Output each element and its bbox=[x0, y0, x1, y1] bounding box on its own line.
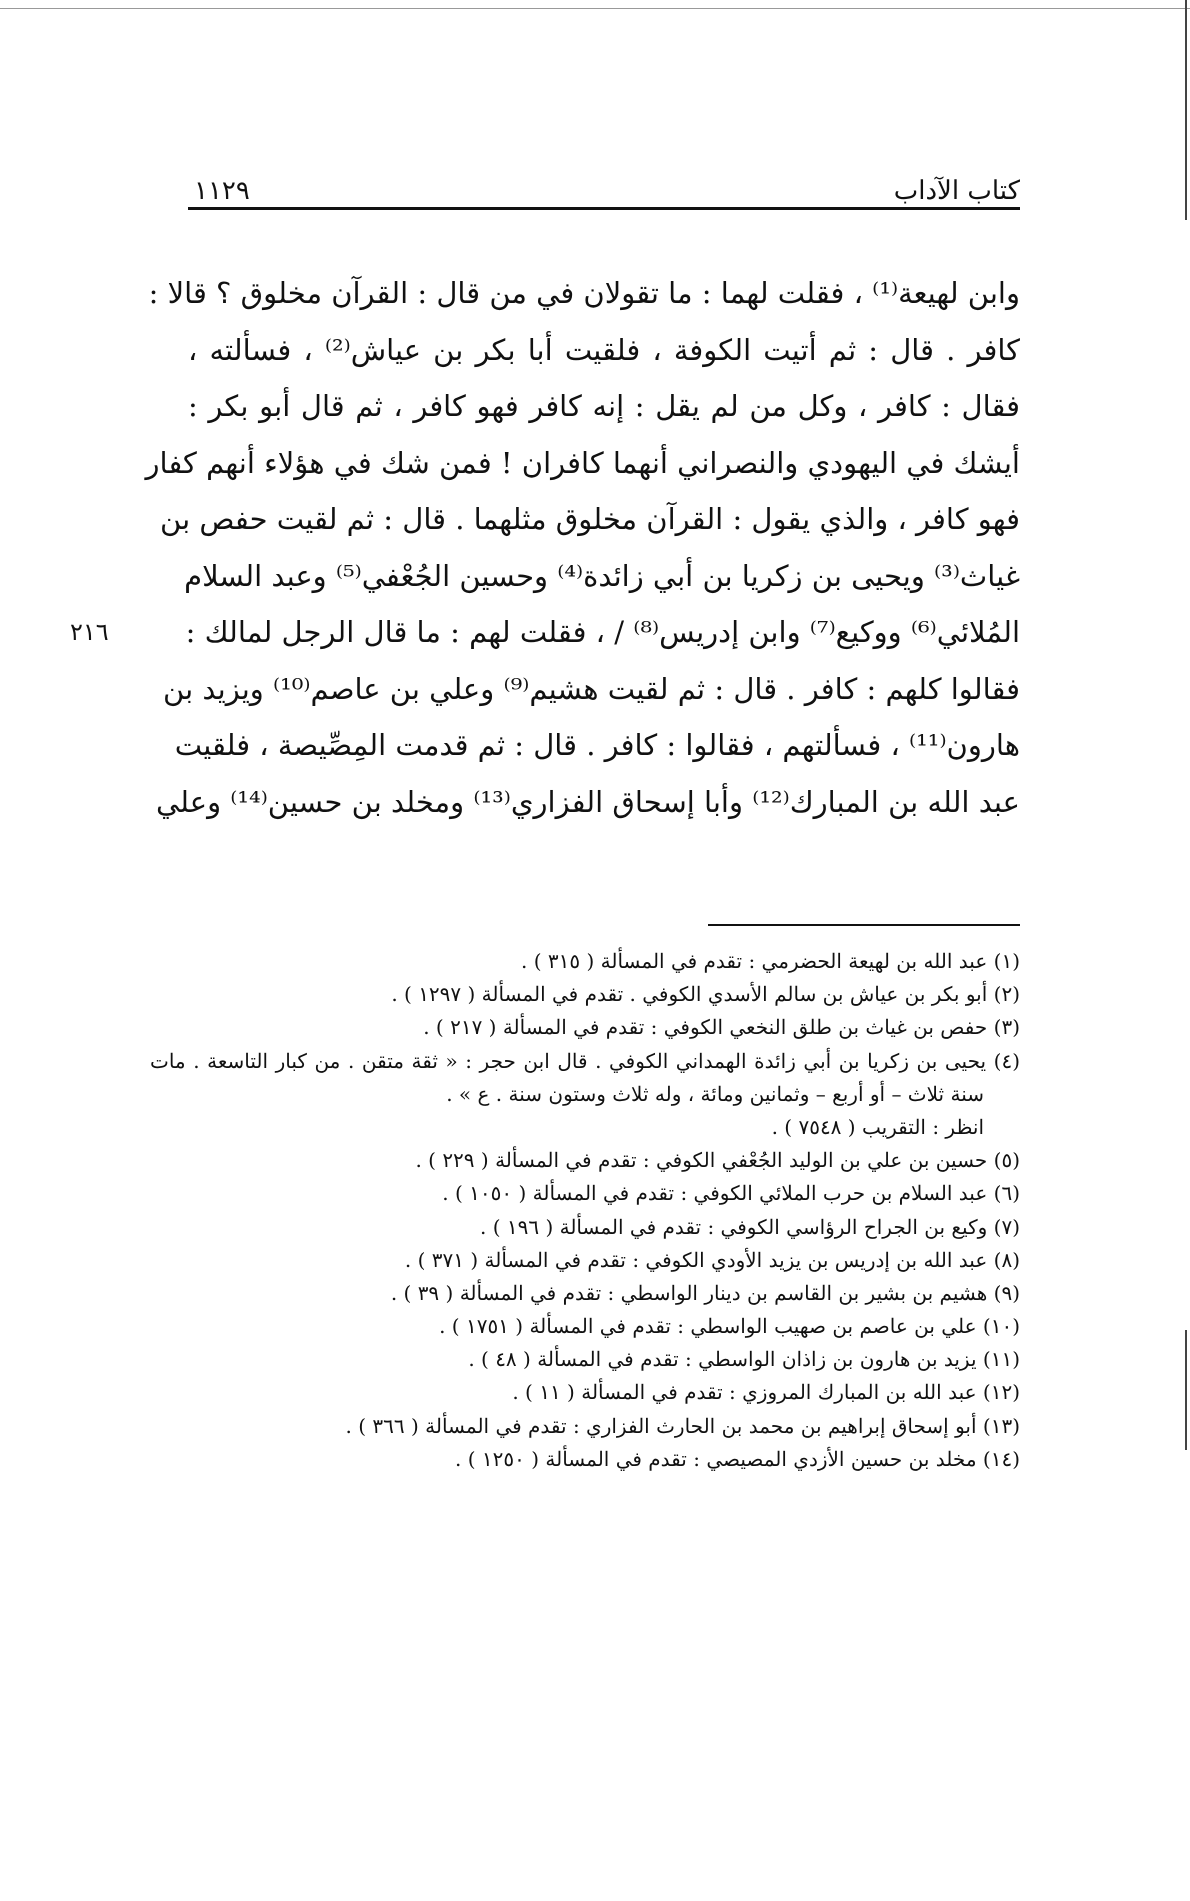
margin-page-reference: ٢١٦ bbox=[70, 618, 109, 646]
footnote: (١) عبد الله بن لهيعة الحضرمي : تقدم في المسألة ( ٣١٥ ) . bbox=[521, 949, 1020, 973]
footnote: (١٣) أبو إسحاق إبراهيم بن محمد بن الحارث الفزاري : تقدم في المسألة ( ٣٦٦ ) . bbox=[345, 1413, 1020, 1438]
footnote: (٧) وكيع بن الجراح الرؤاسي الكوفي : تقدم في المسألة ( ١٩٦ ) . bbox=[479, 1214, 1020, 1239]
footnote: (٥) حسين بن علي بن الوليد الجُعْفي الكوفي : تقدم في المسألة ( ٢٢٩ ) . bbox=[415, 1148, 1020, 1173]
text-line: أيشك في اليهودي والنصراني أنهما كافران ! فمن شك في هؤلاء أنهم كفار bbox=[145, 445, 1020, 480]
footnote: (١٢) عبد الله بن المبارك المروزي : تقدم في المسألة ( ١١ ) . bbox=[512, 1380, 1020, 1405]
text-line: وابن لهيعة⁽¹⁾ ، فقلت لهما : ما تقولان في من قال : القرآن مخلوق ؟ قالا : bbox=[148, 276, 1020, 310]
footnote: (١٤) مخلد بن حسين الأزدي المصيصي : تقدم في المسألة ( ١٢٥٠ ) . bbox=[455, 1446, 1020, 1471]
footnote: (٣) حفص بن غياث بن طلق النخعي الكوفي : تقدم في المسألة ( ٢١٧ ) . bbox=[423, 1015, 1020, 1040]
scan-top-border bbox=[0, 8, 1190, 9]
footnote: (٦) عبد السلام بن حرب الملائي الكوفي : تقدم في المسألة ( ١٠٥٠ ) . bbox=[442, 1181, 1020, 1206]
footnotes bbox=[150, 945, 1020, 1476]
scan-edge-mark bbox=[1185, 1330, 1187, 1450]
text-line: غياث⁽³⁾ ويحيى بن زكريا بن أبي زائدة⁽⁴⁾ وحسين الجُعْفي⁽⁵⁾ وعبد السلام bbox=[184, 558, 1020, 593]
text-line: فقالوا كلهم : كافر . قال : ثم لقيت هشيم⁽⁹⁾ وعلي بن عاصم⁽¹⁰⁾ ويزيد بن bbox=[163, 671, 1020, 706]
book-title: كتاب الآداب bbox=[893, 176, 1020, 206]
text-line: هارون⁽¹¹⁾ ، فسألتهم ، فقالوا : كافر . قال : ثم قدمت المِصِّيصة ، فلقيت bbox=[174, 728, 1020, 762]
footnote: (٢) أبو بكر بن عياش بن سالم الأسدي الكوفي . تقدم في المسألة ( ١٢٩٧ ) . bbox=[391, 982, 1020, 1007]
page-number: ١١٢٩ bbox=[194, 176, 250, 206]
footnote: (٤) يحيى بن زكريا بن أبي زائدة الهمداني الكوفي . قال ابن حجر : « ثقة متقن . من كبار التاسعة . مات bbox=[150, 1048, 1020, 1073]
text-line: كافر . قال : ثم أتيت الكوفة ، فلقيت أبا بكر بن عياش⁽²⁾ ، فسألته ، bbox=[188, 332, 1020, 367]
footnote-continuation: انظر : التقريب ( ٧٥٤٨ ) . bbox=[771, 1114, 984, 1139]
footnote: (٩) هشيم بن بشير بن القاسم بن دينار الواسطي : تقدم في المسألة ( ٣٩ ) . bbox=[390, 1280, 1020, 1305]
page-header bbox=[188, 170, 1020, 210]
scan-edge-mark bbox=[1185, 0, 1187, 220]
footnote: (١٠) علي بن عاصم بن صهيب الواسطي : تقدم في المسألة ( ١٧٥١ ) . bbox=[439, 1314, 1020, 1339]
text-line: فهو كافر ، والذي يقول : القرآن مخلوق مثلهما . قال : ثم لقيت حفص بن bbox=[160, 502, 1020, 536]
footnote-separator bbox=[708, 924, 1020, 926]
footnote: (١١) يزيد بن هارون بن زاذان الواسطي : تقدم في المسألة ( ٤٨ ) . bbox=[468, 1347, 1020, 1372]
footnote: (٨) عبد الله بن إدريس بن يزيد الأودي الكوفي : تقدم في المسألة ( ٣٧١ ) . bbox=[404, 1247, 1020, 1272]
main-text bbox=[145, 265, 1020, 830]
text-line: المُلائي⁽⁶⁾ ووكيع⁽⁷⁾ وابن إدريس⁽⁸⁾ / ، فقلت لهم : ما قال الرجل لمالك : bbox=[185, 615, 1020, 649]
footnote-continuation: سنة ثلاث – أو أربع – وثمانين ومائة ، وله ثلاث وستون سنة . ع » . bbox=[446, 1081, 984, 1106]
text-line: عبد الله بن المبارك⁽¹²⁾ وأبا إسحاق الفزاري⁽¹³⁾ ومخلد بن حسين⁽¹⁴⁾ وعلي bbox=[156, 784, 1020, 819]
header-rule bbox=[188, 207, 1020, 210]
text-line: فقال : كافر ، وكل من لم يقل : إنه كافر فهو كافر ، ثم قال أبو بكر : bbox=[188, 389, 1020, 423]
